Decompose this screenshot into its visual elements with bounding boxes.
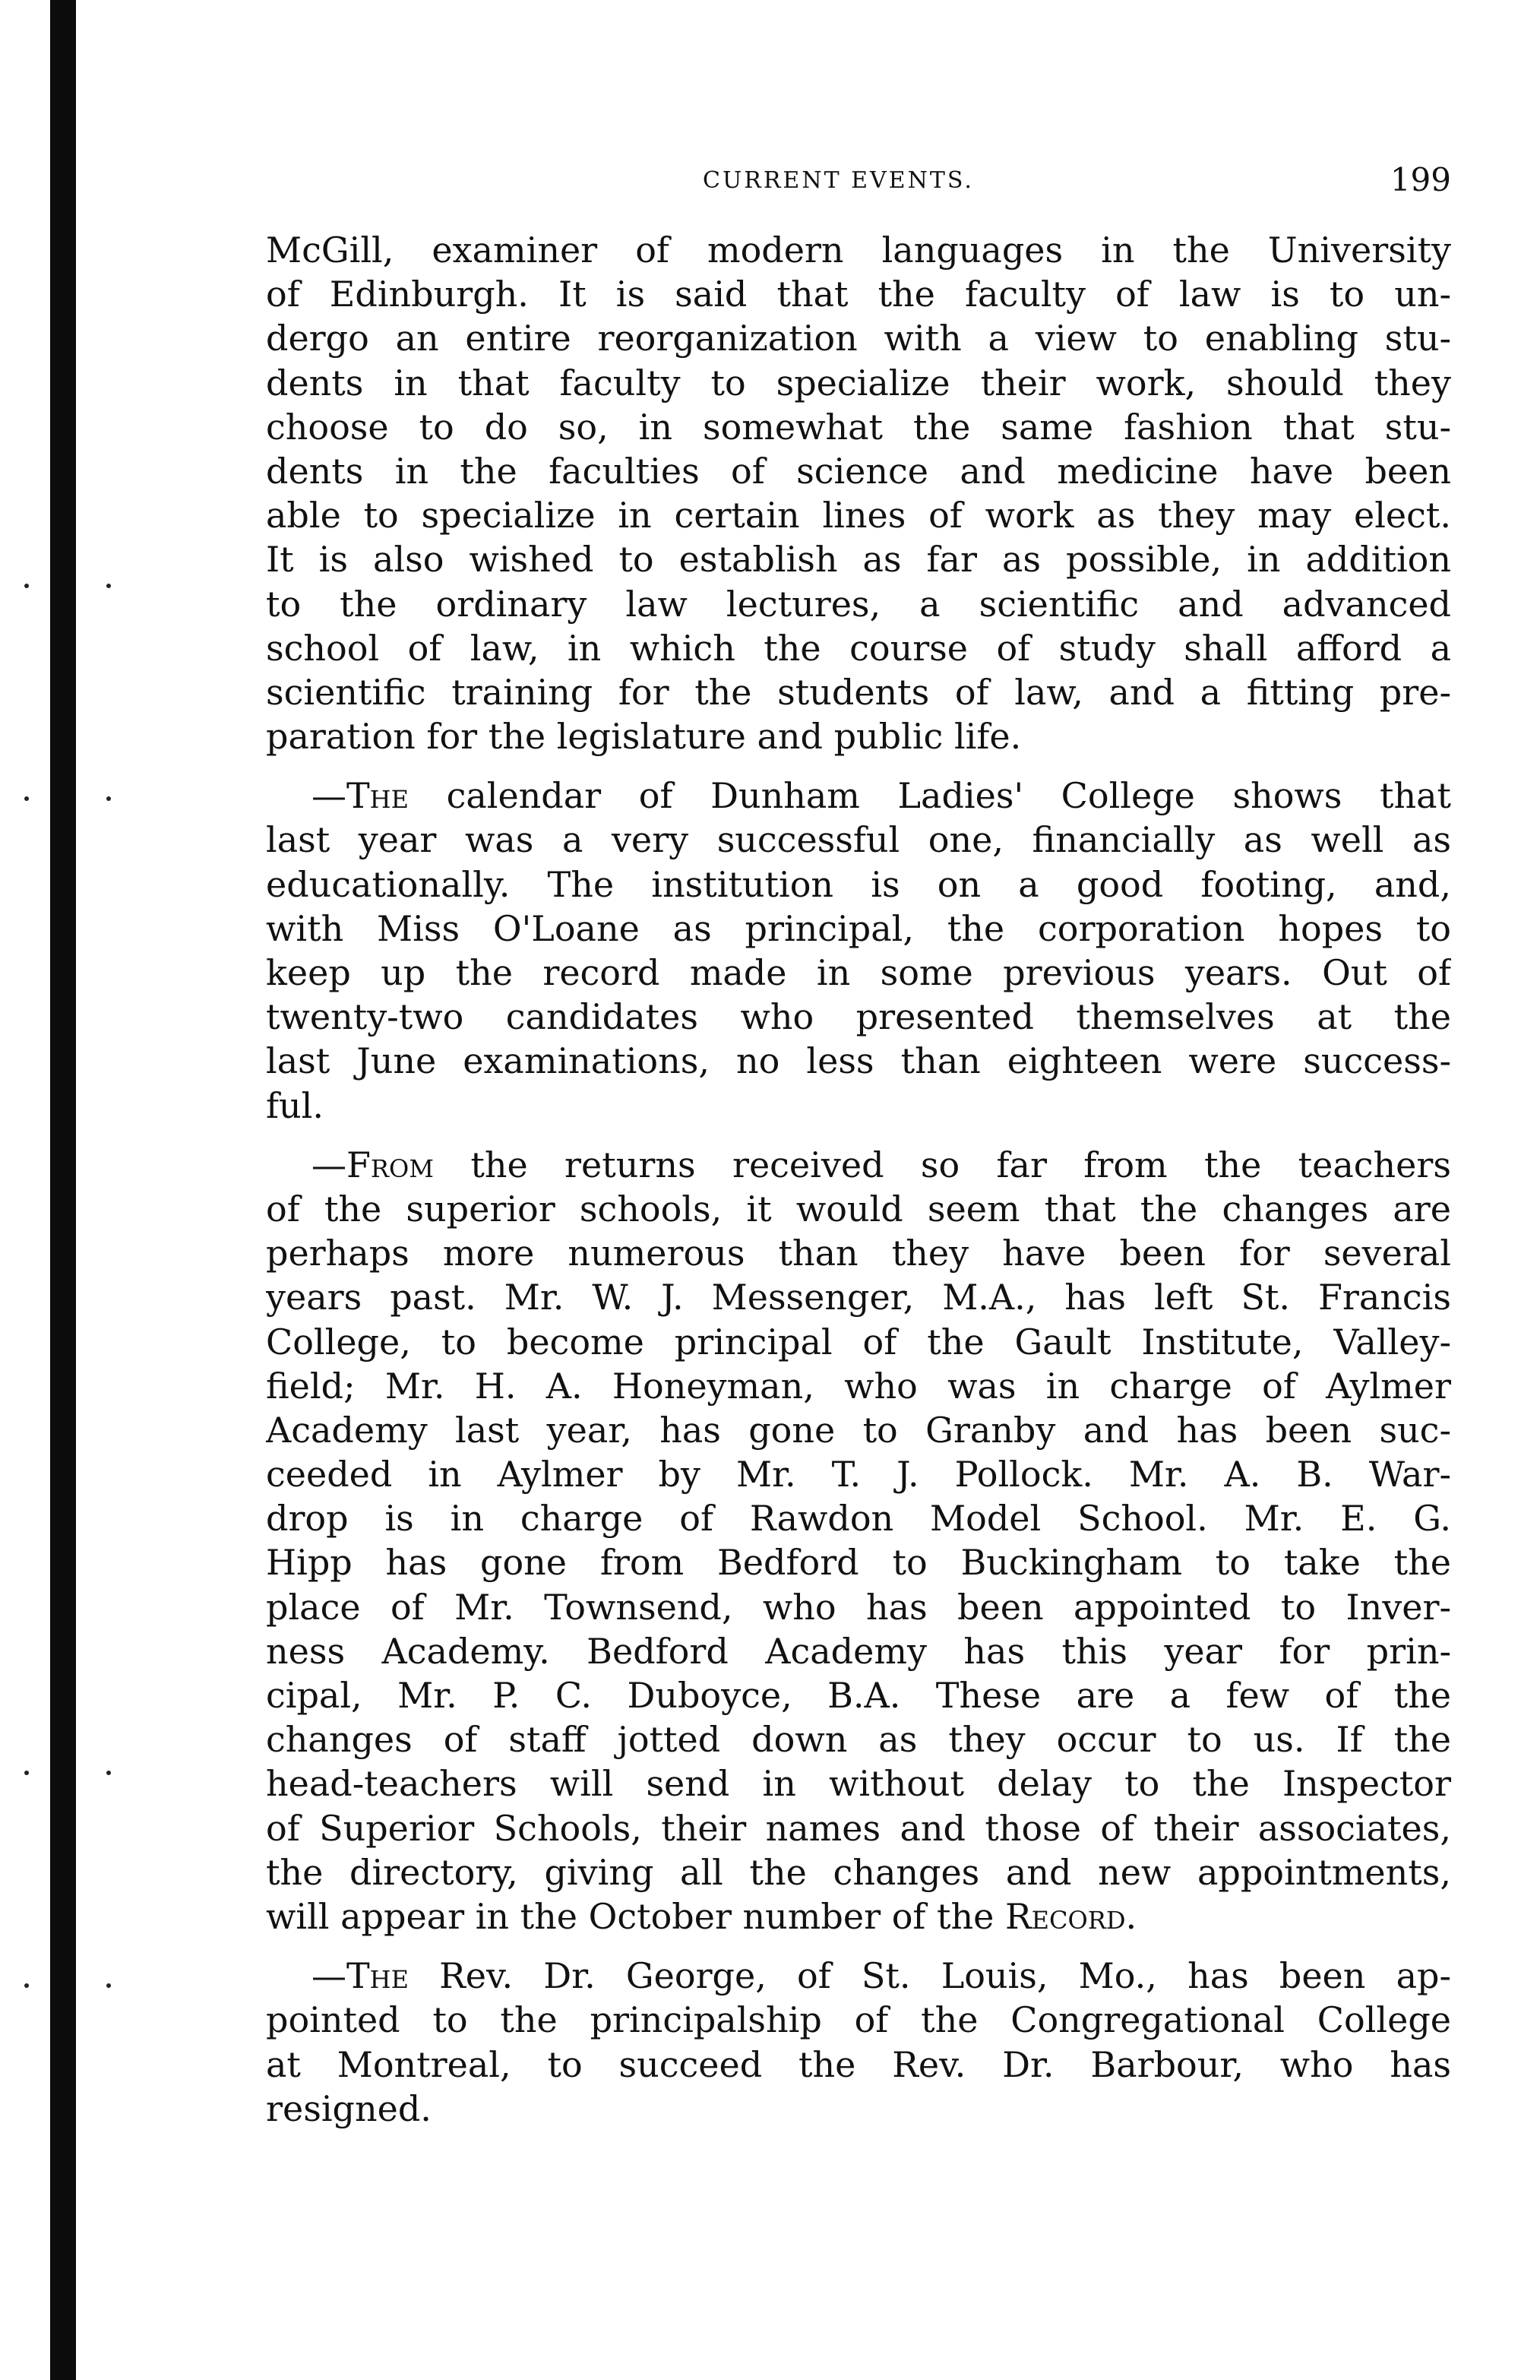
- paragraph-dunham-college: [266, 774, 1451, 1128]
- text-line: dents in the faculties of science and medicine have been: [266, 450, 1451, 492]
- paragraph-first-line: Rev. Dr. George, of St. Louis, Mo., has been ap-: [439, 1955, 1451, 1997]
- paragraph-lead: —The: [311, 1955, 409, 1997]
- article-body: [266, 228, 1451, 2131]
- text-line: place of Mr. Townsend, who has been appointed to Inver-: [266, 1586, 1451, 1628]
- margin-mark: [106, 1983, 111, 1988]
- margin-mark: [106, 1771, 111, 1775]
- paragraph-gap: [266, 1128, 1451, 1143]
- margin-mark: [106, 796, 111, 801]
- text-line: ceeded in Aylmer by Mr. T. J. Pollock. Mr. A. B. War-: [266, 1454, 1451, 1495]
- text-line: drop is in charge of Rawdon Model School. Mr. E. G.: [266, 1498, 1451, 1540]
- text-line: head-teachers will send in without delay to the Inspector: [266, 1763, 1451, 1805]
- text-line: College, to become principal of the Gault Institute, Valley-: [266, 1321, 1451, 1362]
- text-line: of Superior Schools, their names and those of their associates,: [266, 1807, 1451, 1849]
- text-line: scientific training for the students of law, and a fitting pre-: [266, 671, 1451, 713]
- text-line: Academy last year, has gone to Granby and has been suc-: [266, 1409, 1451, 1451]
- text-line: ful.: [266, 1084, 324, 1126]
- text-line: dergo an entire reorganization with a view to enabling stu-: [266, 318, 1451, 359]
- text-line: resigned.: [266, 2087, 432, 2129]
- margin-mark: [106, 584, 111, 588]
- margin-mark: [24, 584, 29, 588]
- text-line: to the ordinary law lectures, a scientific and advanced: [266, 583, 1451, 625]
- text-line: educationally. The institution is on a good footing, and,: [266, 863, 1451, 905]
- page-number: 199: [1390, 161, 1451, 198]
- text-line: dents in that faculty to specialize their work, should they: [266, 362, 1451, 404]
- text-line: changes of staff jotted down as they occur to us. If the: [266, 1719, 1451, 1761]
- text-line: of Edinburgh. It is said that the faculty of law is to un-: [266, 274, 1451, 315]
- paragraph-law-faculty: [266, 228, 1451, 758]
- margin-mark: [24, 1983, 29, 1988]
- text-line: pointed to the principalship of the Congregational College: [266, 1999, 1451, 2041]
- paragraph-gap: [266, 758, 1451, 774]
- paragraph-superior-schools: [266, 1143, 1451, 1938]
- paragraph-lead: —The: [311, 775, 409, 817]
- paragraph-gap: [266, 1938, 1451, 1954]
- text-fragment: will appear in the October number of the: [266, 1895, 995, 1937]
- text-line: at Montreal, to succeed the Rev. Dr. Barbour, who has: [266, 2043, 1451, 2085]
- text-line: cipal, Mr. P. C. Duboyce, B.A. These are a few of the: [266, 1675, 1451, 1716]
- text-line: [266, 774, 1451, 818]
- record-journal-name: Record: [1005, 1895, 1126, 1937]
- paragraph-lead: —From: [311, 1144, 435, 1185]
- text-line: twenty-two candidates who presented themselves at the: [266, 996, 1451, 1038]
- margin-mark: [24, 1771, 29, 1775]
- text-line: field; Mr. H. A. Honeyman, who was in charge of Aylmer: [266, 1365, 1451, 1407]
- text-line: [266, 1143, 1451, 1187]
- text-line: keep up the record made in some previous years. Out of: [266, 952, 1451, 993]
- text-line: school of law, in which the course of study shall afford a: [266, 627, 1451, 669]
- scan-edge-bar: [50, 0, 76, 2380]
- text-line: [266, 1954, 1451, 1998]
- margin-mark: [24, 796, 29, 801]
- text-line: last June examinations, no less than eighteen were success-: [266, 1040, 1451, 1082]
- text-line: McGill, examiner of modern languages in the University: [266, 229, 1451, 271]
- text-line: last year was a very successful one, financially as well as: [266, 819, 1451, 861]
- text-line: years past. Mr. W. J. Messenger, M.A., has left St. Francis: [266, 1277, 1451, 1318]
- text-line: with Miss O'Loane as principal, the corporation hopes to: [266, 907, 1451, 949]
- paragraph-first-line: the returns received so far from the teachers: [470, 1144, 1451, 1185]
- text-line: able to specialize in certain lines of work as they may elect.: [266, 495, 1451, 536]
- paragraph-congregational-college: [266, 1954, 1451, 2131]
- text-line: paration for the legislature and public life.: [266, 716, 1022, 758]
- text-line: of the superior schools, it would seem that the changes are: [266, 1188, 1451, 1230]
- text-line: Hipp has gone from Bedford to Buckingham to take the: [266, 1542, 1451, 1584]
- text-line: It is also wished to establish as far as possible, in addition: [266, 539, 1451, 581]
- text-line: ness Academy. Bedford Academy has this year for prin-: [266, 1630, 1451, 1672]
- text-line: choose to do so, in somewhat the same fashion that stu-: [266, 406, 1451, 448]
- running-head-title: CURRENT EVENTS.: [703, 167, 974, 194]
- text-line: [266, 1894, 1451, 1938]
- text-fragment: .: [1125, 1895, 1137, 1937]
- text-line: perhaps more numerous than they have been for several: [266, 1233, 1451, 1274]
- text-line: the directory, giving all the changes and new appointments,: [266, 1851, 1451, 1893]
- running-head: [266, 161, 1451, 198]
- paragraph-first-line: calendar of Dunham Ladies' College shows that: [446, 775, 1451, 817]
